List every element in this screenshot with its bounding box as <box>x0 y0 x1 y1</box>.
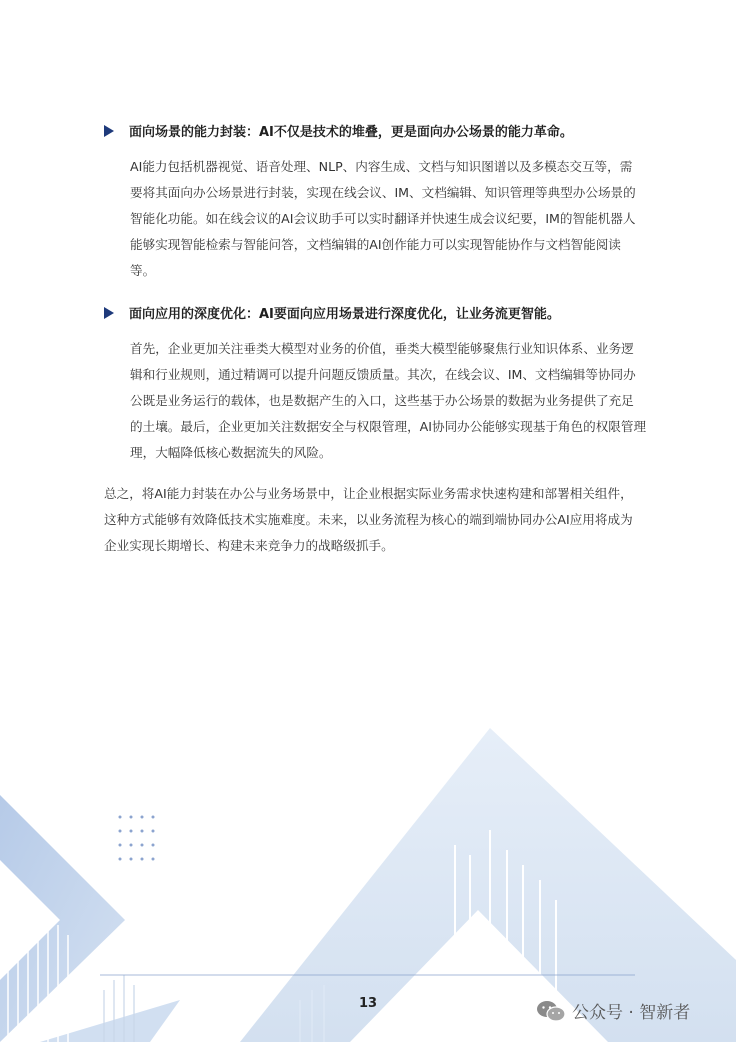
paragraph-line: 能够实现智能检索与智能问答，文档编辑的AI创作能力可以实现智能协作与文档智能阅读 <box>130 237 621 252</box>
triangle-bullet-icon <box>104 307 114 319</box>
wechat-icon <box>536 999 566 1023</box>
paragraph-line: 智能化功能。如在线会议的AI会议助手可以实时翻译并快速生成会议纪要，IM的智能机器人 <box>130 211 636 226</box>
paragraph-line: AI能力包括机器视觉、语音处理、NLP、内容生成、文档与知识图谱以及多模态交互等，需 <box>130 159 633 174</box>
page-number: 13 <box>358 996 378 1011</box>
section-paragraph-2 <box>130 336 646 466</box>
watermark <box>536 998 690 1023</box>
dot-grid <box>119 816 155 861</box>
paragraph-line: 等。 <box>130 263 156 278</box>
triangle-bullet-icon <box>104 125 114 137</box>
paragraph-line: 公既是业务运行的载体，也是数据产生的入口，这些基于办公场景的数据为业务提供了充足 <box>130 393 634 408</box>
section-heading-2 <box>104 303 560 322</box>
paragraph-line: 总之，将AI能力封装在办公与业务场景中，让企业根据实际业务需求快速构建和部署相关组件， <box>104 486 633 501</box>
paragraph-line: 要将其面向办公场景进行封装，实现在线会议、IM、文档编辑、知识管理等典型办公场景的 <box>130 185 636 200</box>
paragraph-line: 首先，企业更加关注垂类大模型对业务的价值，垂类大模型能够聚焦行业知识体系、业务逻 <box>130 341 634 356</box>
section-heading-1 <box>104 121 573 140</box>
section-paragraph-1 <box>130 154 636 284</box>
watermark-text: 公众号 · 智新者 <box>572 1003 691 1023</box>
paragraph-line: 理，大幅降低核心数据流失的风险。 <box>130 445 332 460</box>
paragraph-line: 这种方式能够有效降低技术实施难度。未来，以业务流程为核心的端到端协同办公AI应用将成为 <box>104 512 633 527</box>
paragraph-line: 辑和行业规则，通过精调可以提升问题反馈质量。其次，在线会议、IM、文档编辑等协同办 <box>130 367 636 382</box>
section-heading-text: 面向场景的能力封装：AI不仅是技术的堆叠，更是面向办公场景的能力革命。 <box>129 125 573 140</box>
section-heading-text: 面向应用的深度优化：AI要面向应用场景进行深度优化，让业务流更智能。 <box>129 307 560 322</box>
paragraph-line: 的土壤。最后，企业更加关注数据安全与权限管理，AI协同办公能够实现基于角色的权限管理 <box>130 419 647 434</box>
summary-paragraph <box>104 481 633 559</box>
paragraph-line: 企业实现长期增长、构建未来竞争力的战略级抓手。 <box>104 538 394 553</box>
